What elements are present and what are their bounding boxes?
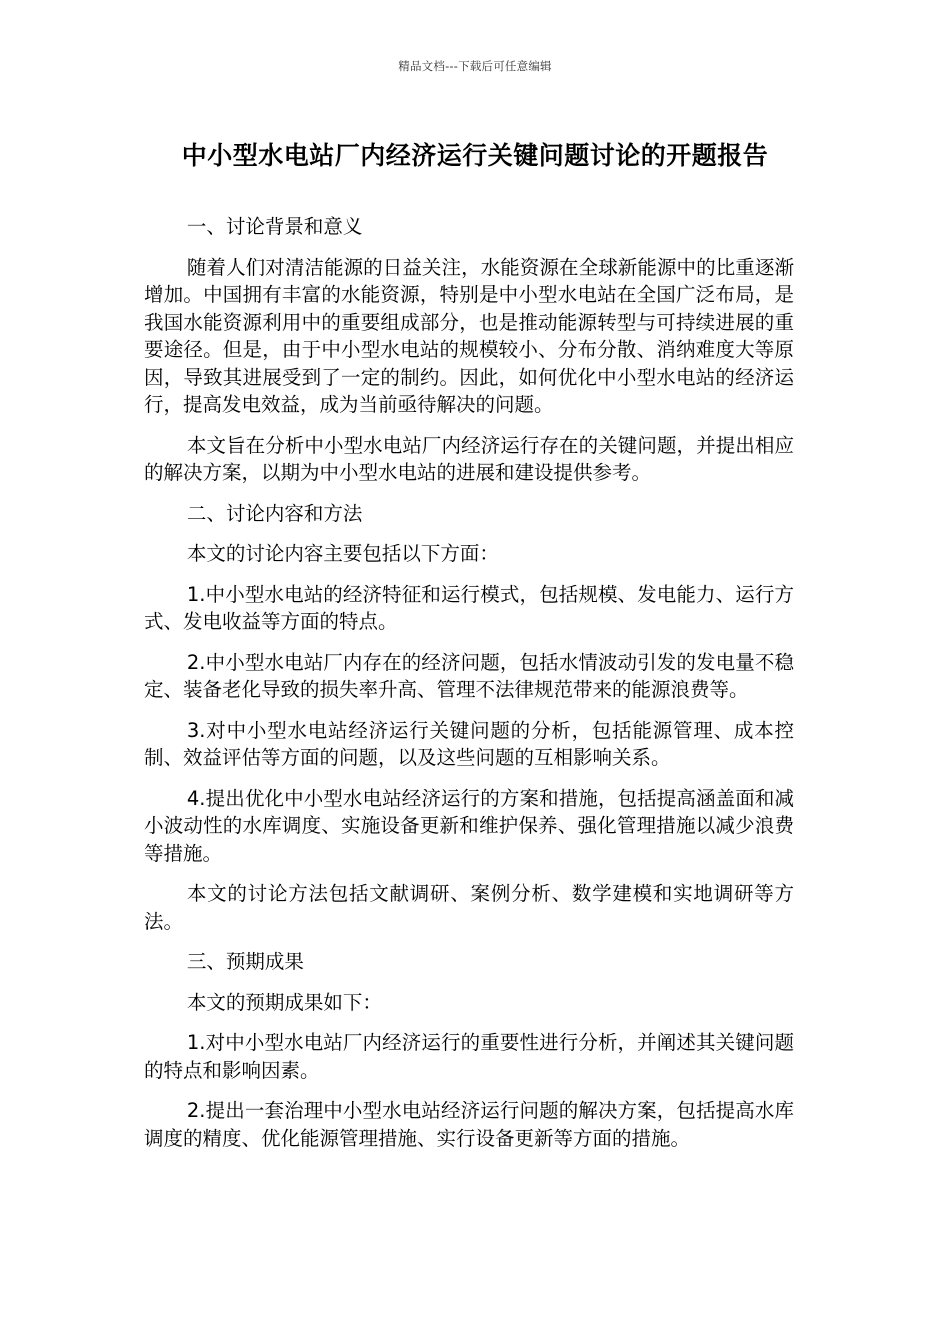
section-heading-content-method: 二、讨论内容和方法 [186,501,363,525]
paragraph-purpose: 本文旨在分析中小型水电站厂内经济运行存在的关键问题，并提出相应的解决方案，以期为中小型水电站的进展和建设提供参考。 [144,433,794,484]
section-heading-expected-results: 三、预期成果 [186,950,304,973]
list-item-content-1: 1.中小型水电站的经济特征和运行模式，包括规模、发电能力、运行方式、发电收益等方面的特点。 [144,582,794,633]
paragraph-background: 随着人们对清洁能源的日益关注，水能资源在全球新能源中的比重逐渐增加。中国拥有丰富的水能资源，特别是中小型水电站在全国广泛布局，是我国水能资源利用中的重要组成部分，也是推动能源转型与可持续进展的重要途径。但是，由于中小型水电站的规模较小、分布分散、消纳难度大等原因，导致其进展受到了一定的制约。因此，如何优化中小型水电站的经济运行，提高发电效益，成为当前亟待解决的问题。 [144,255,794,416]
document-body [144,213,794,1165]
paragraph-results-intro: 本文的预期成果如下： [186,990,382,1014]
document-title: 中小型水电站厂内经济运行关键问题讨论的开题报告 [181,141,769,170]
list-item-content-4: 4.提出优化中小型水电站经济运行的方案和措施，包括提高涵盖面和减小波动性的水库调度、实施设备更新和维护保养、强化管理措施以减少浪费等措施。 [144,786,794,865]
paragraph-content-intro: 本文的讨论内容主要包括以下方面： [186,542,499,565]
list-item-result-2: 2.提出一套治理中小型水电站经济运行问题的解决方案，包括提高水库调度的精度、优化能源管理措施、实行设备更新等方面的措施。 [144,1099,794,1150]
section-heading-background: 一、讨论背景和意义 [186,215,363,238]
header-note: 精品文档---下载后可任意编辑 [398,59,552,73]
list-item-result-1: 1.对中小型水电站厂内经济运行的重要性进行分析，并阐述其关键问题的特点和影响因素。 [144,1031,794,1082]
paragraph-method: 本文的讨论方法包括文献调研、案例分析、数学建模和实地调研等方法。 [144,882,794,933]
list-item-content-2: 2.中小型水电站厂内存在的经济问题，包括水情波动引发的发电量不稳定、装备老化导致的损失率升高、管理不法律规范带来的能源浪费等。 [144,650,794,701]
list-item-content-3: 3.对中小型水电站经济运行关键问题的分析，包括能源管理、成本控制、效益评估等方面的问题，以及这些问题的互相影响关系。 [144,718,794,769]
